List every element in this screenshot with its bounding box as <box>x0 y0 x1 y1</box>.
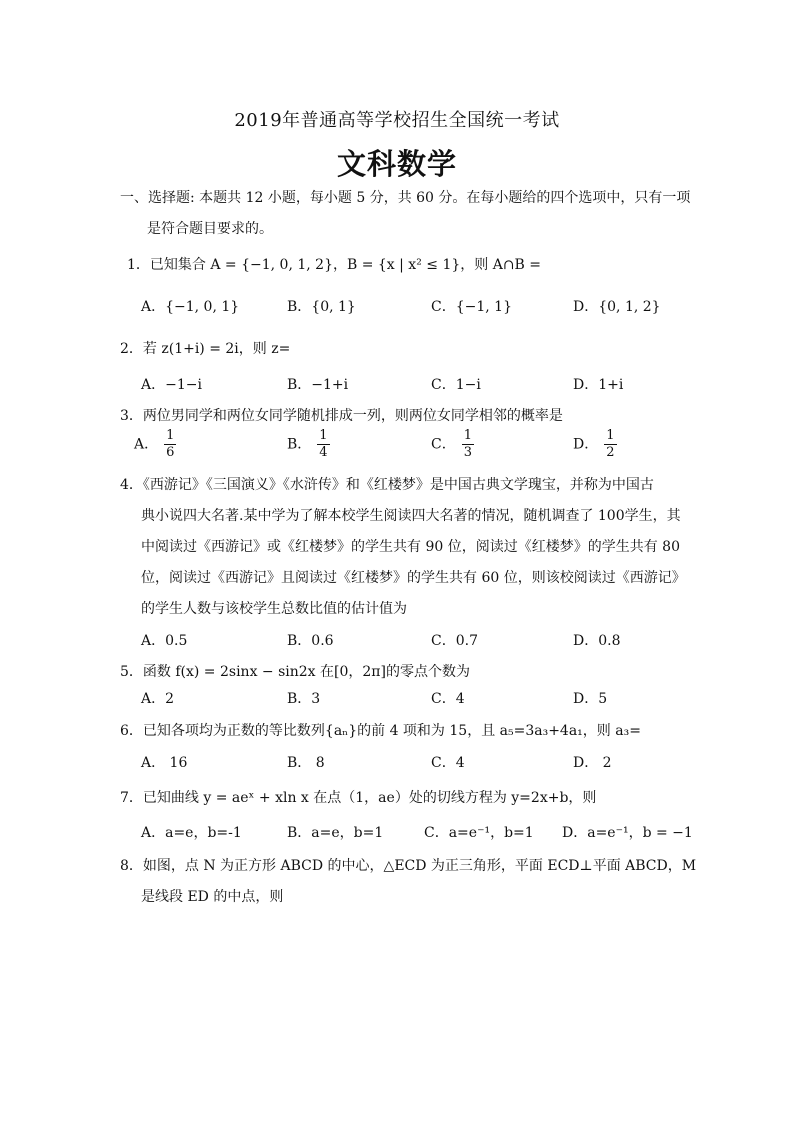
fraction-denominator: 3 <box>463 445 472 460</box>
q6-option-c: C．4 <box>431 755 465 771</box>
q3-option-d-fraction <box>604 428 616 461</box>
q2-option-b: B．−1+i <box>287 377 349 393</box>
question-4-stem-line2: 典小说四大名著.某中学为了解本校学生阅读四大名著的情况，随机调查了 100学生，其 <box>141 508 681 524</box>
q2-option-d: D．1+i <box>573 377 624 393</box>
fraction-denominator: 4 <box>319 445 328 460</box>
q7-option-b: B．a=e，b=1 <box>287 825 384 841</box>
fraction-numerator: 1 <box>319 428 328 443</box>
q2-option-a: A．−1−i <box>141 377 202 393</box>
q6-option-a: A． 16 <box>141 755 188 771</box>
q2-option-c: C．1−i <box>431 377 481 393</box>
question-6-stem: 6．已知各项均为正数的等比数列{aₙ}的前 4 项和为 15，且 a₅=3a₃+4a₁，则 a₃= <box>120 723 641 739</box>
q5-option-a: A．2 <box>141 691 175 707</box>
q6-option-b: B． 8 <box>287 755 325 771</box>
exam-title: 2019年普通高等学校招生全国统一考试 <box>234 110 560 131</box>
fraction-numerator: 1 <box>463 428 472 443</box>
q4-option-a: A．0.5 <box>141 633 188 649</box>
q5-option-b: B．3 <box>287 691 321 707</box>
q3-option-d-label: D． <box>573 436 599 453</box>
q6-option-d: D． 2 <box>573 755 612 771</box>
question-5-stem: 5．函数 f(x) = 2sinx − sin2x 在[0，2π]的零点个数为 <box>120 664 470 680</box>
q3-option-b-fraction <box>317 428 329 461</box>
q7-option-c: C．a=e⁻¹，b=1 <box>424 825 534 841</box>
q3-option-d <box>573 428 617 461</box>
q3-option-b <box>287 428 330 461</box>
question-4-stem-line1: 4．《西游记》《三国演义》《水浒传》和《红楼梦》是中国古典文学瑰宝，并称为中国古 <box>120 477 654 493</box>
q5-option-c: C．4 <box>431 691 465 707</box>
question-1-stem: 1．已知集合 A = {−1, 0, 1, 2}，B = {x | x² ≤ 1}，则 A∩B = <box>127 257 542 273</box>
question-4-stem-line5: 的学生人数与该校学生总数比值的估计值为 <box>141 601 407 617</box>
q4-option-b: B．0.6 <box>287 633 334 649</box>
q1-option-a: A．{−1, 0, 1} <box>141 299 240 315</box>
section-heading: 一、选择题: 本题共 12 小题，每小题 5 分，共 60 分。在每小题给的四个选项中，只有一项 <box>120 190 691 206</box>
fraction-denominator: 6 <box>166 445 175 460</box>
q1-option-c: C．{−1, 1} <box>431 299 512 315</box>
fraction-denominator: 2 <box>606 445 615 460</box>
q4-option-c: C．0.7 <box>431 633 478 649</box>
q4-option-d: D．0.8 <box>573 633 621 649</box>
q7-option-d: D．a=e⁻¹，b = −1 <box>562 825 693 841</box>
q5-option-d: D．5 <box>573 691 608 707</box>
question-4-stem-line3: 中阅读过《西游记》或《红楼梦》的学生共有 90 位，阅读过《红楼梦》的学生共有 80 <box>141 539 680 555</box>
q3-option-a <box>134 428 176 461</box>
question-7-stem: 7．已知曲线 y = aeˣ + xln x 在点（1，ae）处的切线方程为 y=2x+b，则 <box>120 790 597 806</box>
question-3-stem: 3．两位男同学和两位女同学随机排成一列，则两位女同学相邻的概率是 <box>120 408 563 424</box>
question-2-stem: 2．若 z(1+i) = 2i，则 z= <box>120 341 291 357</box>
q3-option-c-fraction <box>462 428 474 461</box>
fraction-numerator: 1 <box>606 428 615 443</box>
question-8-stem-line1: 8．如图，点 N 为正方形 ABCD 的中心，△ECD 为正三角形，平面 ECD⊥平面 ABCD，M <box>120 858 697 874</box>
q3-option-c-label: C． <box>431 436 456 453</box>
q1-option-d: D．{0, 1, 2} <box>573 299 661 315</box>
q1-option-b: B．{0, 1} <box>287 299 356 315</box>
fraction-numerator: 1 <box>166 428 175 443</box>
subject-title: 文科数学 <box>336 147 457 181</box>
question-8-stem-line2: 是线段 ED 的中点，则 <box>141 889 284 905</box>
q3-option-c <box>431 428 474 461</box>
q3-option-a-fraction <box>164 428 176 461</box>
question-4-stem-line4: 位，阅读过《西游记》且阅读过《红楼梦》的学生共有 60 位，则该校阅读过《西游记》 <box>141 570 686 586</box>
section-heading-cont: 是符合题目要求的。 <box>147 221 273 237</box>
q7-option-a: A．a=e，b=-1 <box>141 825 242 841</box>
q3-option-a-label: A． <box>134 436 159 453</box>
q3-option-b-label: B． <box>287 436 312 453</box>
